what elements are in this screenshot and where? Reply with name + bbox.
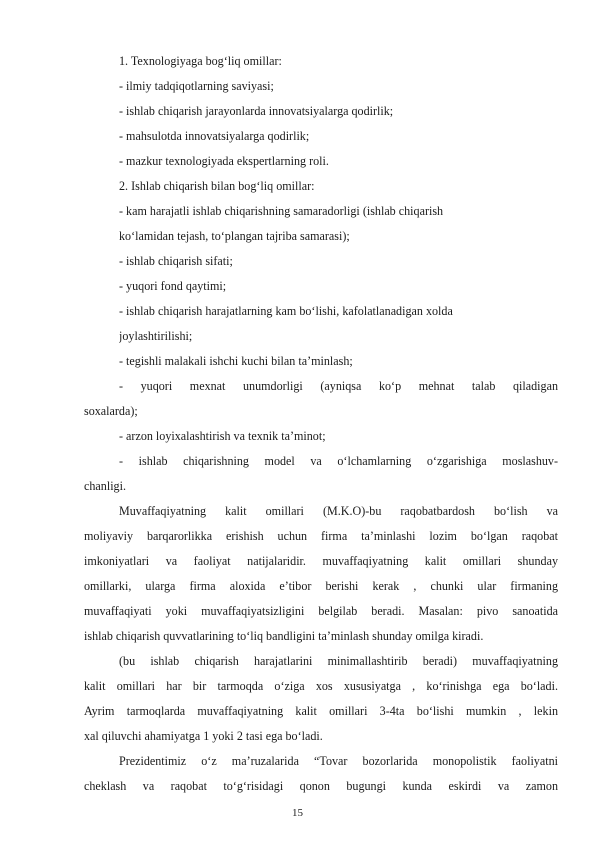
text-line: ishlab chiqarish quvvatlarining to‘liq bandligini ta’minlash shunday omilga kiradi. xyxy=(84,629,484,643)
text-line: imkoniyatlari va faoliyat natijalaridir. muvaffaqiyatning kalit omillari shunday xyxy=(84,554,558,568)
text-line: - yuqori mexnat unumdorligi (ayniqsa ko‘p mehnat talab qiladigan xyxy=(119,379,558,393)
text-line: - ishlab chiqarish jarayonlarda innovatsiyalarga qodirlik; xyxy=(119,104,394,118)
text-line: - ishlab chiqarish harajatlarning kam bo‘lishi, kafolatlanadigan xolda xyxy=(119,304,453,318)
text-line: joylashtirilishi; xyxy=(119,329,193,343)
text-line: Muvaffaqiyatning kalit omillari (M.K.O)-bu raqobatbardosh bo‘lish va xyxy=(119,504,558,518)
text-line: 2. Ishlab chiqarish bilan bog‘liq omillar: xyxy=(119,179,315,193)
text-line: ko‘lamidan tejash, to‘plangan tajriba samarasi); xyxy=(119,229,350,243)
text-line: cheklash va raqobat to‘g‘risidagi qonon bugungi kunda eskirdi va zamon xyxy=(84,779,558,793)
text-line: - mazkur texnologiyada ekspertlarning roli. xyxy=(119,154,329,168)
text-line: omillarki, ularga firma aloxida e’tibor berishi kerak , chunki ular firmaning xyxy=(84,579,558,593)
text-line: - ishlab chiqarishning model va o‘lchamlarning o‘zgarishiga moslashuv- xyxy=(119,454,558,468)
text-line: - ishlab chiqarish sifati; xyxy=(119,254,233,268)
text-line: xal qiluvchi ahamiyatga 1 yoki 2 tasi ega bo‘ladi. xyxy=(84,729,323,743)
text-line: chanligi. xyxy=(84,479,126,493)
text-line: Prezidentimiz o‘z ma’ruzalarida “Tovar bozorlarida monopolistik faoliyatni xyxy=(119,754,558,768)
text-line: - ilmiy tadqiqotlarning saviyasi; xyxy=(119,79,274,93)
text-line: - tegishli malakali ishchi kuchi bilan ta’minlash; xyxy=(119,354,353,368)
text-line: (bu ishlab chiqarish harajatlarini minimallashtirib beradi) muvaffaqiyatning xyxy=(119,654,558,668)
text-line: - arzon loyixalashtirish va texnik ta’minot; xyxy=(119,429,326,443)
text-line: Ayrim tarmoqlarda muvaffaqiyatning kalit omillari 3-4ta bo‘lishi mumkin , lekin xyxy=(84,704,558,718)
text-line: soxalarda); xyxy=(84,404,138,418)
text-line: kalit omillari har bir tarmoqda o‘ziga xos xususiyatga , ko‘rinishga ega bo‘ladi. xyxy=(84,679,558,693)
text-line: muvaffaqiyati yoki muvaffaqiyatsizligini belgilab beradi. Masalan: pivo sanoatida xyxy=(84,604,558,618)
text-line: 1. Texnologiyaga bog‘liq omillar: xyxy=(119,54,282,68)
page-number: 15 xyxy=(292,807,303,819)
text-line: - kam harajatli ishlab chiqarishning samaradorligi (ishlab chiqarish xyxy=(119,204,444,218)
text-line: - yuqori fond qaytimi; xyxy=(119,279,227,293)
text-line: - mahsulotda innovatsiyalarga qodirlik; xyxy=(119,129,310,143)
text-line: moliyaviy barqarorlikka erishish uchun firma ta’minlashi lozim bo‘lgan raqobat xyxy=(84,529,558,543)
